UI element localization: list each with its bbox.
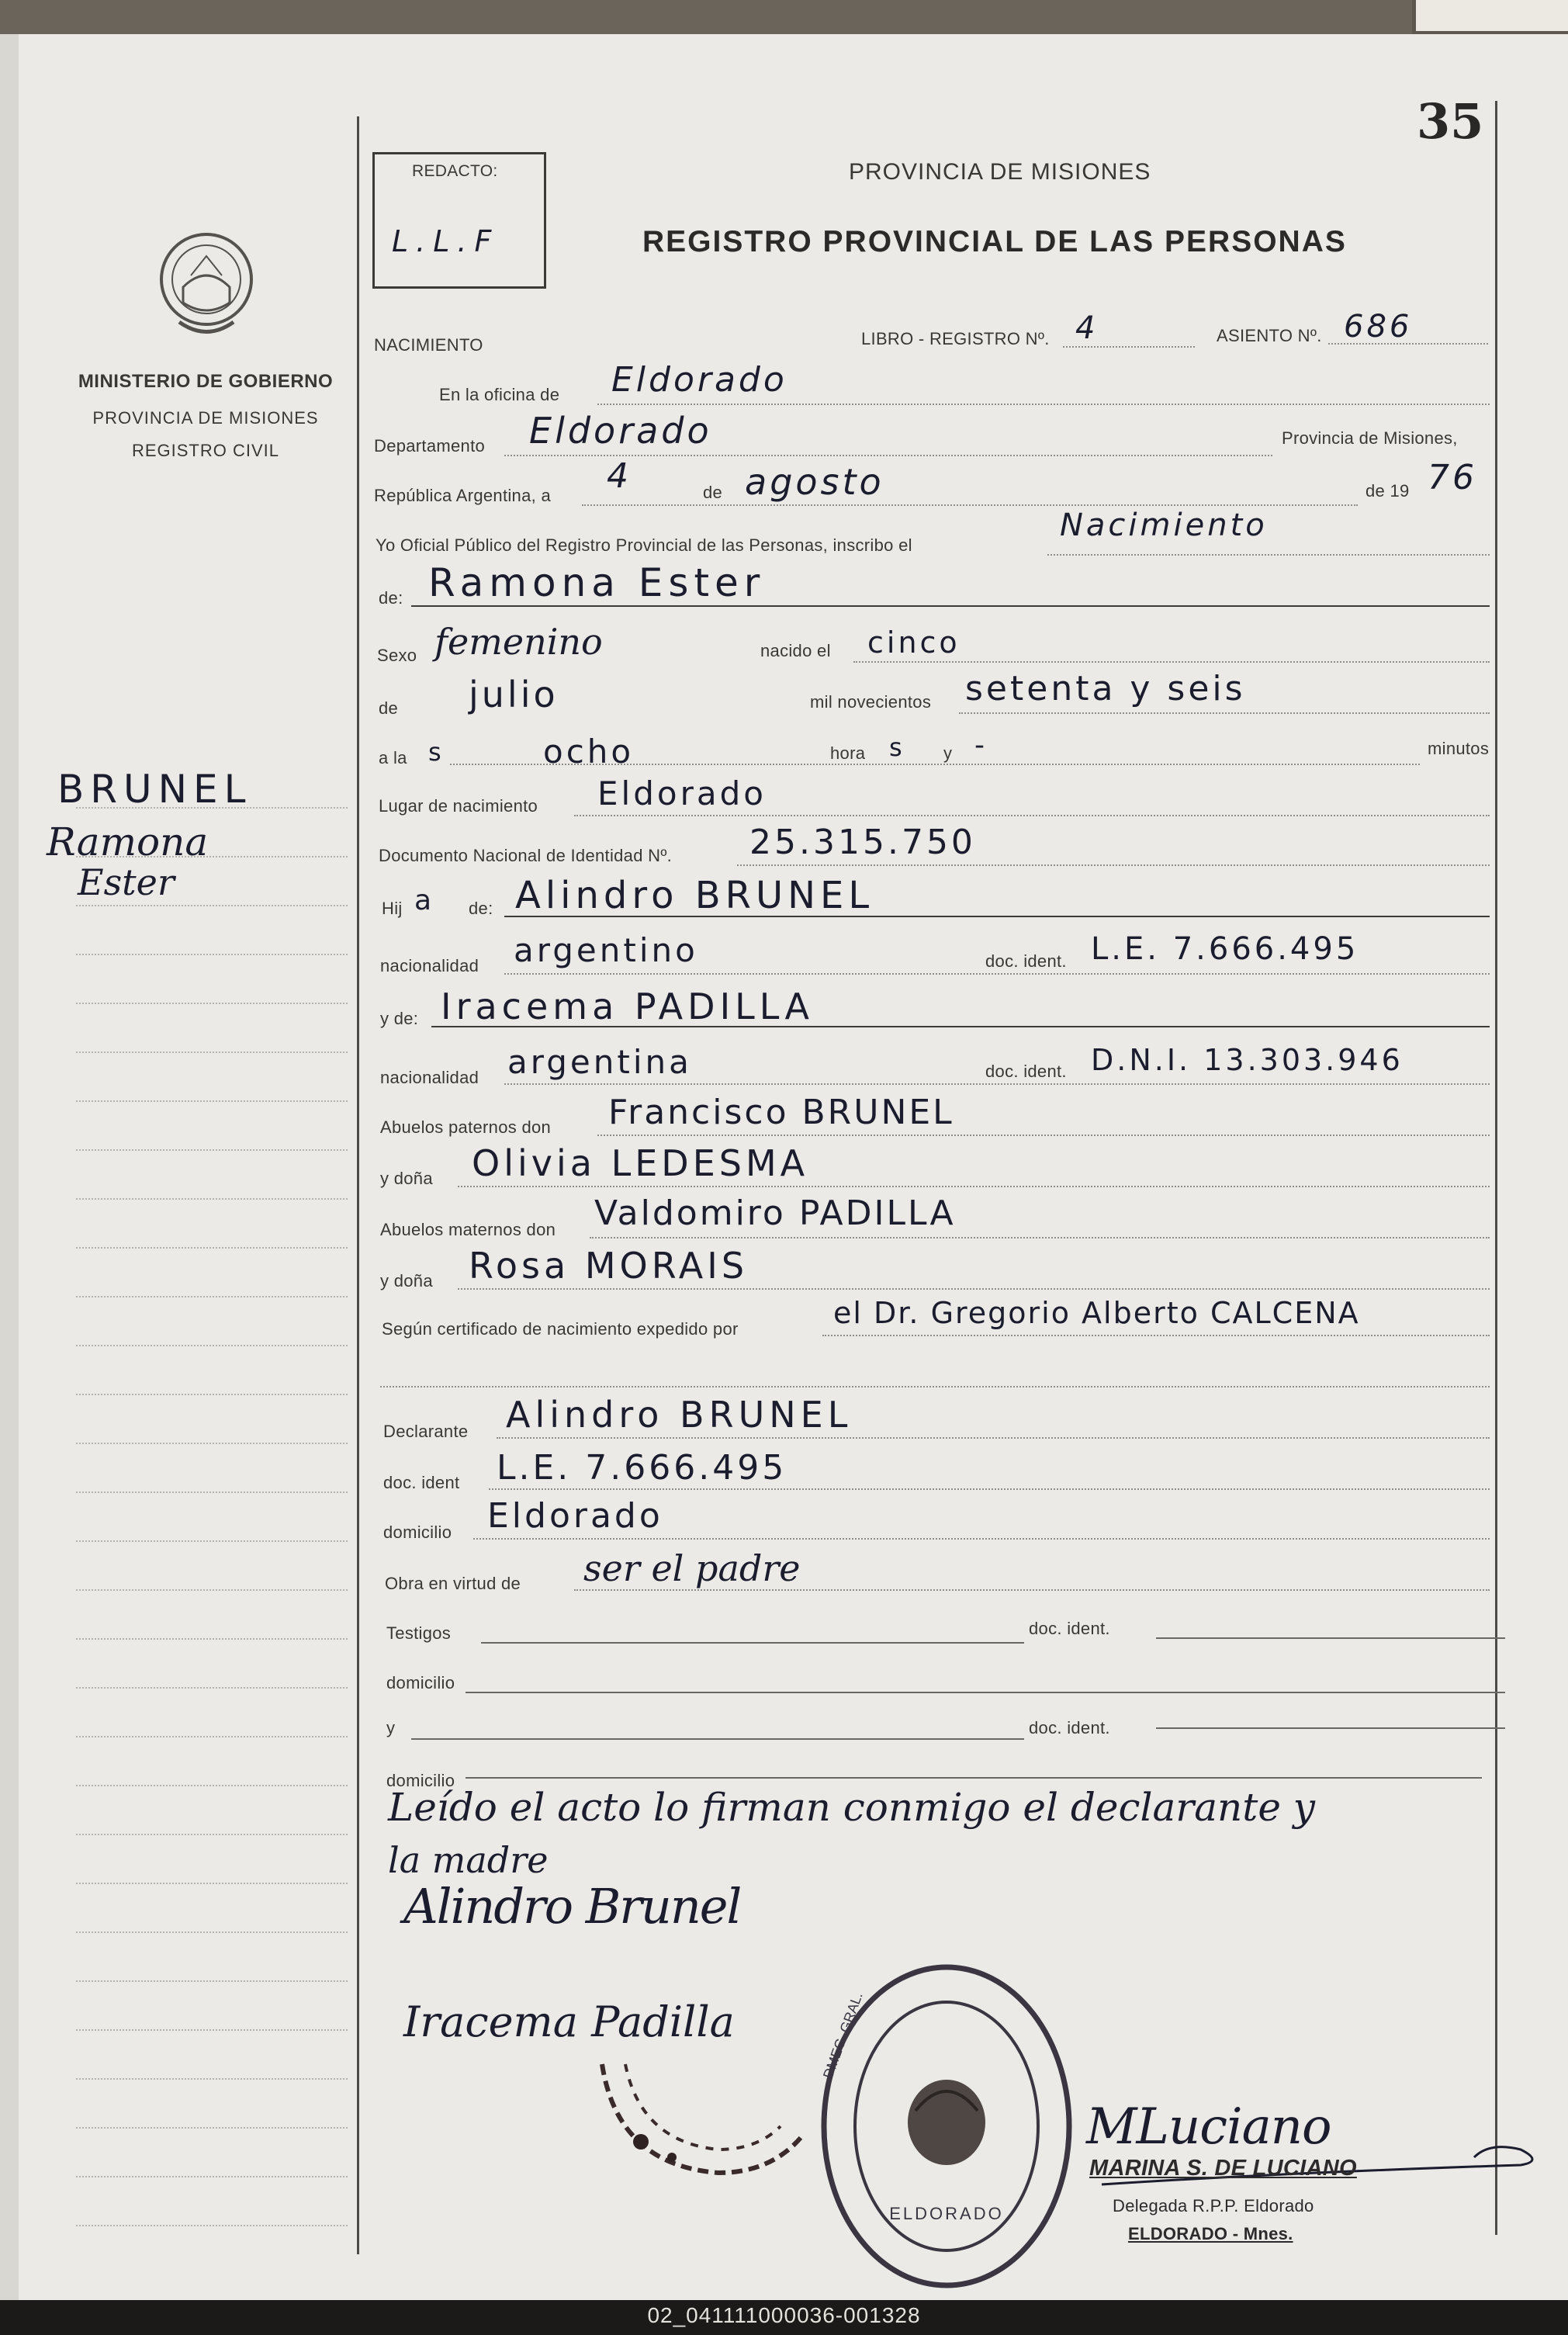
margin-rule-line (76, 2029, 348, 2031)
entry-nacionalidad-padre: argentino (514, 931, 698, 969)
margin-rule-line (76, 2078, 348, 2080)
closing-line-1: Leído el acto lo firman conmigo el declarante y (388, 1785, 1316, 1830)
entry-anio-nacimiento: setenta y seis (965, 669, 1246, 708)
label-dni: Documento Nacional de Identidad Nº. (379, 846, 673, 865)
label-hij: Hij (382, 899, 403, 918)
entry-declarante: Alindro BRUNEL (506, 1394, 853, 1436)
label-nacido-el: nacido el (760, 641, 831, 660)
margin-rule-line (76, 1051, 348, 1053)
official-place: ELDORADO - Mnes. (1128, 2224, 1293, 2243)
dotline-domicilio (473, 1538, 1490, 1540)
entry-doc-padre: L.E. 7.666.495 (1091, 931, 1359, 967)
margin-rule-line (76, 1540, 348, 1542)
entry-dia: 4 (607, 456, 632, 496)
entry-libro: 4 (1075, 310, 1099, 346)
line-doc-testigo-2 (1156, 1727, 1505, 1729)
label-yo-oficial: Yo Oficial Público del Registro Provincial de las Personas, inscribo el (376, 535, 912, 555)
label-domicilio-declarante: domicilio (383, 1523, 452, 1542)
redacto-label: REDACTO: (412, 162, 498, 180)
label-doc-ident-declarante: doc. ident (383, 1473, 460, 1492)
dotline-abuelo-paterno (597, 1135, 1490, 1136)
label-domicilio-testigo-2: domicilio (386, 1771, 455, 1790)
right-column-rule (1495, 101, 1497, 2235)
footer-filename: 02_041111000036-001328 (647, 2303, 921, 2327)
entry-padre: Alindro BRUNEL (515, 874, 874, 917)
dotline-libro (1063, 346, 1195, 348)
entry-hora: ocho (543, 733, 635, 771)
label-y-dona-paterna: y doña (380, 1169, 433, 1188)
entry-doc-declarante: L.E. 7.666.495 (497, 1448, 787, 1488)
provincial-coat-of-arms (152, 225, 261, 349)
label-a-la: a la (379, 748, 407, 767)
entry-nacionalidad-madre: argentina (507, 1043, 692, 1081)
dotline-certificado (822, 1335, 1490, 1336)
dotline-lugar (574, 815, 1490, 816)
margin-rule-line (76, 1247, 348, 1249)
dotline-nacionalidad-madre (504, 1083, 1490, 1085)
margin-rule-line (76, 1980, 348, 1982)
dotline-dni (737, 864, 1490, 866)
left-column-rule (357, 116, 359, 2254)
ministry-title: MINISTERIO DE GOBIERNO (78, 371, 334, 392)
margin-rule-line (76, 1883, 348, 1884)
registry-oval-stamp (815, 1956, 1078, 2297)
margin-rule-line (76, 1345, 348, 1346)
margin-rule-line (76, 1491, 348, 1493)
dotline-oficina (597, 404, 1490, 405)
margin-rule-line (76, 1736, 348, 1737)
margin-given-name-1: Ramona (47, 819, 209, 864)
label-y-minutos: y (943, 743, 953, 763)
line-madre (431, 1026, 1490, 1027)
ministry-registry: REGISTRO CIVIL (131, 441, 280, 460)
margin-rule-line (76, 1589, 348, 1591)
margin-rule-line (76, 1443, 348, 1444)
entry-inscribo: Nacimiento (1060, 508, 1268, 543)
entry-lugar: Eldorado (597, 774, 767, 812)
label-abuelos-paternos: Abuelos paternos don (380, 1117, 552, 1137)
margin-rule-line (76, 1834, 348, 1835)
official-name: MARINA S. DE LUCIANO (1089, 2156, 1357, 2181)
entry-nacido-el: cinco (867, 625, 961, 660)
label-doc-ident-madre: doc. ident. (985, 1062, 1067, 1081)
margin-rule-line (76, 2225, 348, 2226)
label-nacionalidad-madre: nacionalidad (380, 1068, 479, 1087)
margin-rule-line (76, 1100, 348, 1102)
page-binding-edge (0, 34, 19, 2300)
label-declarante: Declarante (383, 1422, 469, 1441)
margin-rule-line (76, 954, 348, 955)
entry-domicilio: Eldorado (487, 1496, 663, 1536)
label-lugar: Lugar de nacimiento (379, 796, 538, 816)
margin-rule-line (76, 1198, 348, 1200)
label-doc-ident-testigo: doc. ident. (1029, 1619, 1110, 1638)
dotline-fecha (582, 504, 1358, 506)
entry-hij-suffix: a (414, 885, 435, 916)
label-libro: LIBRO - REGISTRO Nº. (861, 329, 1050, 348)
closing-line-2: la madre (388, 1839, 549, 1881)
dotline-obra (574, 1589, 1490, 1591)
label-y-de: y de: (380, 1009, 419, 1028)
dotline-inscribo (1047, 554, 1490, 556)
label-nacimiento: NACIMIENTO (374, 335, 483, 355)
label-y-testigo: y (386, 1718, 396, 1737)
label-de-padre: de: (469, 899, 493, 918)
margin-rule-line (76, 1149, 348, 1151)
stamp-bottom-text: ELDORADO (889, 2204, 1004, 2223)
label-de-nombre: de: (379, 588, 403, 608)
margin-rule-line (76, 1638, 348, 1640)
margin-rule-line (76, 1296, 348, 1297)
entry-hora-suffix: s (889, 733, 905, 762)
label-hora: hora (830, 743, 866, 763)
label-minutos: minutos (1428, 739, 1490, 758)
dotline-anio-nacimiento (959, 712, 1490, 714)
entry-certificado: el Dr. Gregorio Alberto CALCENA (833, 1296, 1360, 1330)
label-sexo: Sexo (377, 646, 417, 665)
margin-rule-line (76, 1687, 348, 1689)
margin-rule-line (76, 2127, 348, 2129)
label-departamento: Departamento (374, 436, 486, 456)
label-provincia-misiones: Provincia de Misiones, (1282, 428, 1458, 448)
dotline-nacido (853, 661, 1490, 663)
label-asiento: ASIENTO Nº. (1217, 326, 1322, 345)
line-doc-testigo (1156, 1637, 1505, 1639)
entry-abuela-materna: Rosa MORAIS (469, 1245, 749, 1287)
signature-madre: Iracema Padilla (403, 1997, 735, 2046)
header-province: PROVINCIA DE MISIONES (849, 159, 1151, 185)
entry-abuela-paterna: Olivia LEDESMA (472, 1142, 809, 1184)
svg-text:DMEC. GRAL.: DMEC. GRAL. (819, 1990, 866, 2081)
entry-madre: Iracema PADILLA (441, 986, 814, 1027)
entry-mes-nacimiento: julio (469, 674, 559, 715)
entry-anio: 76 (1428, 458, 1477, 497)
entry-abuelo-paterno: Francisco BRUNEL (608, 1093, 954, 1132)
dotline-nacionalidad-padre (504, 973, 1490, 975)
label-abuelos-maternos: Abuelos maternos don (380, 1220, 556, 1239)
label-doc-ident-padre: doc. ident. (985, 951, 1067, 971)
page-number: 35 (1417, 93, 1484, 150)
label-de-mes-nacimiento: de (379, 698, 399, 718)
entry-dni: 25.315.750 (749, 823, 976, 862)
entry-doc-madre: D.N.I. 13.303.946 (1091, 1043, 1404, 1077)
entry-asiento: 686 (1344, 309, 1413, 345)
entry-obra: ser el padre (583, 1547, 801, 1589)
label-de-19: de 19 (1366, 481, 1410, 501)
margin-rule-line (76, 2176, 348, 2177)
entry-las-suffix: s (428, 737, 445, 767)
margin-rule-line (76, 1003, 348, 1004)
line-padre (504, 916, 1490, 917)
label-segun: Según certificado de nacimiento expedido por (382, 1319, 739, 1339)
dotline-abuela-paterna (458, 1186, 1490, 1187)
redacto-box (372, 152, 546, 289)
signature-declarante: Alindro Brunel (403, 1878, 741, 1935)
entry-departamento: Eldorado (529, 410, 712, 452)
line-testigos (481, 1642, 1024, 1644)
dotline-asiento (1328, 343, 1488, 345)
label-republica: República Argentina, a (374, 486, 551, 505)
redacto-initials: L.L.F (392, 224, 500, 258)
line-nombre (411, 605, 1490, 607)
entry-abuelo-materno: Valdomiro PADILLA (594, 1193, 956, 1233)
margin-given-name-2: Ester (78, 861, 175, 903)
label-testigos: Testigos (386, 1623, 452, 1643)
line-testigo-2 (411, 1738, 1024, 1740)
margin-rule-line (76, 1785, 348, 1786)
label-domicilio-testigo: domicilio (386, 1673, 455, 1692)
header-registry: REGISTRO PROVINCIAL DE LAS PERSONAS (642, 225, 1347, 258)
label-oficina: En la oficina de (439, 385, 560, 404)
line-domicilio-testigo-2 (466, 1777, 1482, 1779)
label-de-mes: de (703, 483, 723, 502)
margin-surname: BRUNEL (57, 767, 252, 812)
dotline-hora (450, 764, 1420, 765)
ministry-province: PROVINCIA DE MISIONES (92, 408, 319, 428)
entry-oficina: Eldorado (611, 360, 787, 400)
margin-rule-line (76, 905, 348, 906)
margin-rule-line (76, 1394, 348, 1395)
label-doc-ident-testigo-2: doc. ident. (1029, 1718, 1110, 1737)
dotline-abuelo-materno (590, 1237, 1490, 1239)
label-y-dona-materna: y doña (380, 1271, 433, 1290)
entry-sexo: femenino (434, 621, 603, 663)
entry-mes: agosto (745, 461, 884, 503)
entry-nombre: Ramona Ester (428, 560, 766, 605)
backing-paper (1416, 0, 1568, 31)
margin-rule-line (76, 1931, 348, 1933)
label-nacionalidad-padre: nacionalidad (380, 956, 479, 975)
dotline-doc-declarante (489, 1488, 1490, 1490)
official-role: Delegada R.P.P. Eldorado (1113, 2196, 1314, 2215)
dotline-abuela-materna (458, 1288, 1490, 1290)
label-obra: Obra en virtud de (385, 1574, 521, 1593)
official-signature: MLuciano (1086, 2098, 1331, 2156)
dotline-certificado-2 (380, 1386, 1490, 1387)
dotline-declarante (497, 1437, 1490, 1439)
label-mil-novecientos: mil novecientos (810, 692, 932, 712)
line-domicilio-testigo (466, 1692, 1505, 1693)
entry-minutos: - (974, 729, 988, 761)
partial-stamp-left (587, 2018, 819, 2204)
